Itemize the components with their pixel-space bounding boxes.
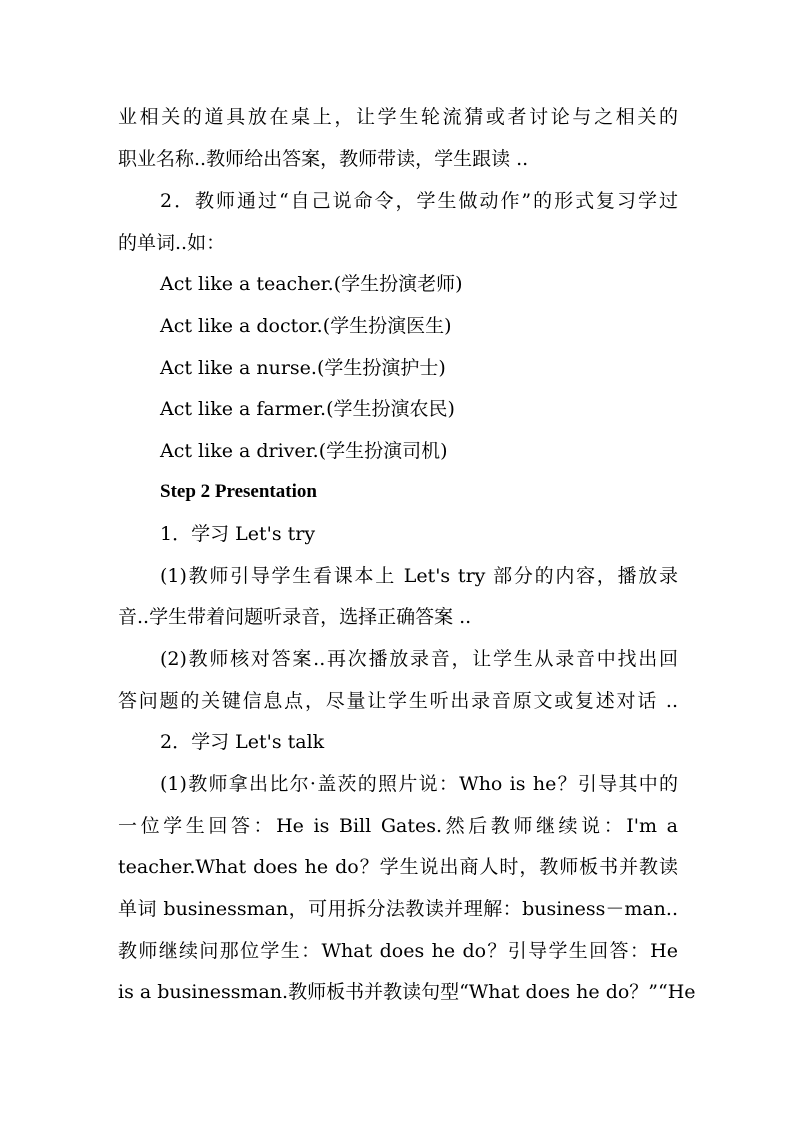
paragraph-line: 2．教师通过“自己说命令，学生做动作”的形式复习学过 — [160, 190, 678, 212]
paragraph-line: (1)教师引导学生看课本上 Let's try 部分的内容，播放录 — [160, 565, 678, 587]
example-line: Act like a driver.(学生扮演司机) — [160, 440, 448, 462]
paragraph-line: 答问题的关键信息点，尽量让学生听出录音原文或复述对话 .. — [118, 690, 678, 712]
paragraph-line: 业相关的道具放在桌上，让学生轮流猜或者讨论与之相关的 — [118, 106, 678, 128]
paragraph-line: (2)教师核对答案..再次播放录音，让学生从录音中找出回 — [160, 648, 678, 670]
example-line: Act like a farmer.(学生扮演农民) — [160, 398, 455, 420]
paragraph-line: is a businessman.教师板书并教读句型“What does he do？”“He — [118, 981, 696, 1003]
paragraph-line: (1)教师拿出比尔·盖茨的照片说：Who is he？引导其中的 — [160, 773, 678, 795]
paragraph-line: 单词 businessman，可用拆分法教读并理解：business－man.. — [118, 898, 678, 920]
subsection-heading: 2．学习 Let's talk — [160, 731, 325, 753]
example-line: Act like a doctor.(学生扮演医生) — [160, 315, 452, 337]
paragraph-line: 职业名称..教师给出答案，教师带读，学生跟读 .. — [118, 148, 529, 170]
paragraph-line: 教师继续问那位学生：What does he do？引导学生回答：He — [118, 940, 678, 962]
example-line: Act like a nurse.(学生扮演护士) — [160, 357, 446, 379]
section-heading: Step 2 Presentation — [160, 481, 317, 502]
subsection-heading: 1．学习 Let's try — [160, 523, 316, 545]
example-line: Act like a teacher.(学生扮演老师) — [160, 273, 463, 295]
paragraph-line: 的单词..如： — [118, 232, 226, 254]
paragraph-line: teacher.What does he do？学生说出商人时，教师板书并教读 — [118, 856, 678, 878]
paragraph-line: 音..学生带着问题听录音，选择正确答案 .. — [118, 606, 472, 628]
paragraph-line: 一位学生回答：He is Bill Gates.然后教师继续说：I'm a — [118, 815, 678, 837]
